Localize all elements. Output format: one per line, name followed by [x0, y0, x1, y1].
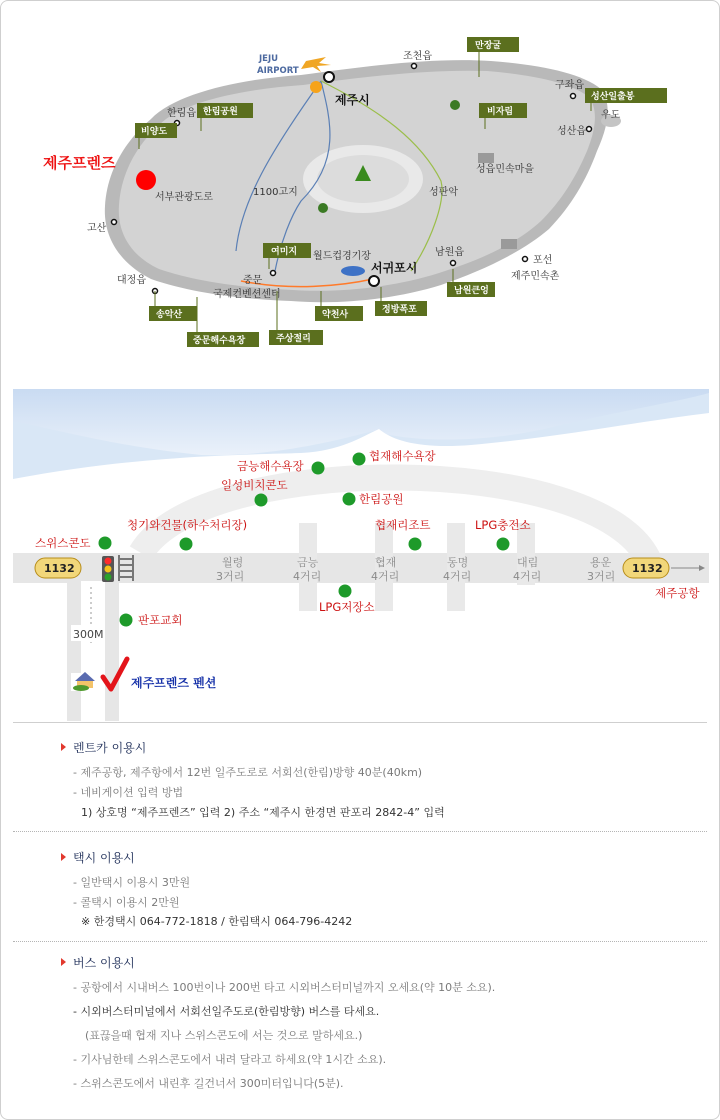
svg-text:만장굴: 만장굴 [475, 41, 502, 51]
intersection-label: 협재 [375, 556, 397, 569]
distance-label: 300M [73, 628, 104, 641]
section-title: 버스 이용시 [73, 956, 135, 970]
intersection-label: 용운 [590, 556, 612, 569]
folk-village-icon [501, 239, 517, 249]
svg-text:주상절리: 주상절리 [276, 334, 311, 344]
section-rentcar [61, 739, 146, 756]
town-label: 포선 [533, 255, 553, 266]
airport-label: JEJU [259, 54, 279, 64]
landmark-label: 1100고지 [253, 187, 298, 198]
place-label: 판포교회 [138, 613, 183, 627]
tag-jungmun-beach [187, 297, 259, 347]
svg-text:성산일출봉: 성산일출봉 [591, 92, 635, 102]
jeju-city-point [324, 72, 334, 82]
svg-text:1132: 1132 [44, 562, 75, 575]
tree-icon [318, 203, 328, 213]
airport-label: AIRPORT [257, 66, 299, 76]
intersection-label: 4거리 [443, 570, 472, 583]
direction-line: - 시외버스터미널에서 서회선일주도로(한림방향) 버스를 타세요. [73, 1005, 380, 1018]
place-label: 일성비치콘도 [221, 478, 288, 492]
pension-house-icon [71, 672, 101, 691]
town-label: 한림읍 [167, 108, 196, 119]
intersection-label: 4거리 [513, 570, 542, 583]
direction-line: - 콜택시 이용시 2만원 [73, 896, 180, 909]
town-label: 중문 [243, 275, 263, 286]
intersection-label: 월령 [222, 556, 244, 569]
airport-sun-icon [310, 81, 322, 93]
direction-line: (표끊을때 협재 지나 스위스콘도에 서는 것으로 말하세요.) [85, 1029, 363, 1042]
svg-text:약천사: 약천사 [322, 310, 349, 320]
intersection-label: 4거리 [371, 570, 400, 583]
triangle-bullet-icon [61, 853, 66, 861]
folk-village-icon [478, 153, 494, 163]
svg-text:정방폭포: 정방폭포 [382, 305, 417, 315]
intersection-label: 3거리 [587, 570, 616, 583]
svg-text:여미지: 여미지 [271, 247, 298, 257]
town-label: 성산읍 [557, 126, 586, 137]
direction-line: ※ 한경택시 064-772-1818 / 한림택시 064-796-4242 [81, 915, 353, 928]
direction-line: - 공항에서 시내버스 100번이나 200번 타고 시외버스터미널까지 오세요(약 10분 소요). [73, 981, 496, 994]
landmark-label: 국제컨벤션센터 [213, 289, 281, 300]
svg-text:송악산: 송악산 [156, 310, 183, 320]
section-title: 렌트카 이용시 [73, 741, 147, 755]
landmark-label: 성읍민속마을 [476, 164, 534, 175]
road-sign-left [35, 558, 81, 578]
intersection-label: 4거리 [293, 570, 322, 583]
seogwipo-city-label: 서귀포시 [371, 261, 418, 275]
direction-line: - 네비게이션 입력 방법 [73, 786, 184, 799]
jeju-island-map [1, 1, 720, 371]
seogwipo-city-point [369, 276, 379, 286]
place-label: 스위스콘도 [35, 536, 91, 550]
intersection-label: 3거리 [216, 570, 245, 583]
town-label: 대정읍 [117, 275, 146, 286]
direction-line: 1) 상호명 “제주프렌즈” 입력 2) 주소 “제주시 한경면 판포리 2842-4” 입력 [81, 806, 445, 819]
intersection-label: 대림 [517, 556, 539, 569]
place-label: 협재리조트 [375, 518, 431, 532]
intersection-label: 동명 [447, 556, 469, 569]
section-title: 택시 이용시 [73, 851, 135, 865]
place-label: 협재해수욕장 [369, 449, 436, 463]
tree-icon [450, 100, 460, 110]
town-label: 조천읍 [403, 51, 432, 62]
section-taxi [61, 849, 135, 866]
place-label: 한림공원 [359, 492, 404, 506]
road-sign-right [623, 558, 669, 578]
section-bus [61, 954, 135, 971]
svg-text:한림공원: 한림공원 [203, 107, 238, 117]
place-label: LPG저장소 [319, 600, 375, 614]
direction-line: - 일반택시 이용시 3만원 [73, 876, 191, 889]
pension-label: 제주프렌즈 펜션 [131, 676, 217, 690]
place-label: 청기와건물(하수처리장) [127, 518, 248, 532]
destination-label: 제주공항 [655, 586, 700, 600]
direction-line: - 기사님한테 스위스콘도에서 내려 달라고 하세요(약 1시간 소요). [73, 1053, 387, 1066]
airplane-icon [301, 57, 331, 72]
place-label: 금능해수욕장 [237, 459, 304, 473]
direction-line: - 제주공항, 제주항에서 12번 일주도로로 서회선(한림)방향 40분(40km) [73, 766, 423, 779]
triangle-bullet-icon [61, 958, 66, 966]
landmark-label: 월드컵경기장 [313, 251, 371, 262]
triangle-bullet-icon [61, 743, 66, 751]
svg-text:1132: 1132 [632, 562, 663, 575]
town-label: 남원읍 [435, 247, 464, 258]
town-label: 우도 [601, 110, 621, 121]
svg-text:남원큰엉: 남원큰엉 [454, 286, 489, 296]
route-map [1, 381, 720, 721]
jeju-city-label: 제주시 [335, 93, 370, 107]
traffic-light-icon [102, 556, 114, 582]
tag-songaksan [149, 291, 197, 321]
intersection-label: 금능 [297, 556, 319, 569]
landmark-label: 서부관광도로 [155, 192, 213, 203]
town-label: 구좌읍 [555, 80, 584, 91]
direction-line: - 스위스콘도에서 내린후 길건너서 300미터입니다(5분). [73, 1077, 344, 1090]
landmark-label: 성판악 [429, 187, 458, 198]
town-label: 고산 [87, 223, 107, 234]
divider [13, 722, 707, 723]
pension-marker-label: 제주프렌즈 [43, 154, 116, 172]
pension-location-dot [136, 170, 156, 190]
svg-text:비양도: 비양도 [141, 127, 168, 137]
dotted-divider [13, 831, 707, 832]
stadium-icon [341, 266, 365, 276]
svg-text:중문해수욕장: 중문해수욕장 [193, 336, 246, 346]
svg-text:비자림: 비자림 [487, 107, 514, 117]
dotted-divider [13, 941, 707, 942]
landmark-label: 제주민속촌 [511, 271, 560, 282]
place-label: LPG충전소 [475, 518, 531, 532]
